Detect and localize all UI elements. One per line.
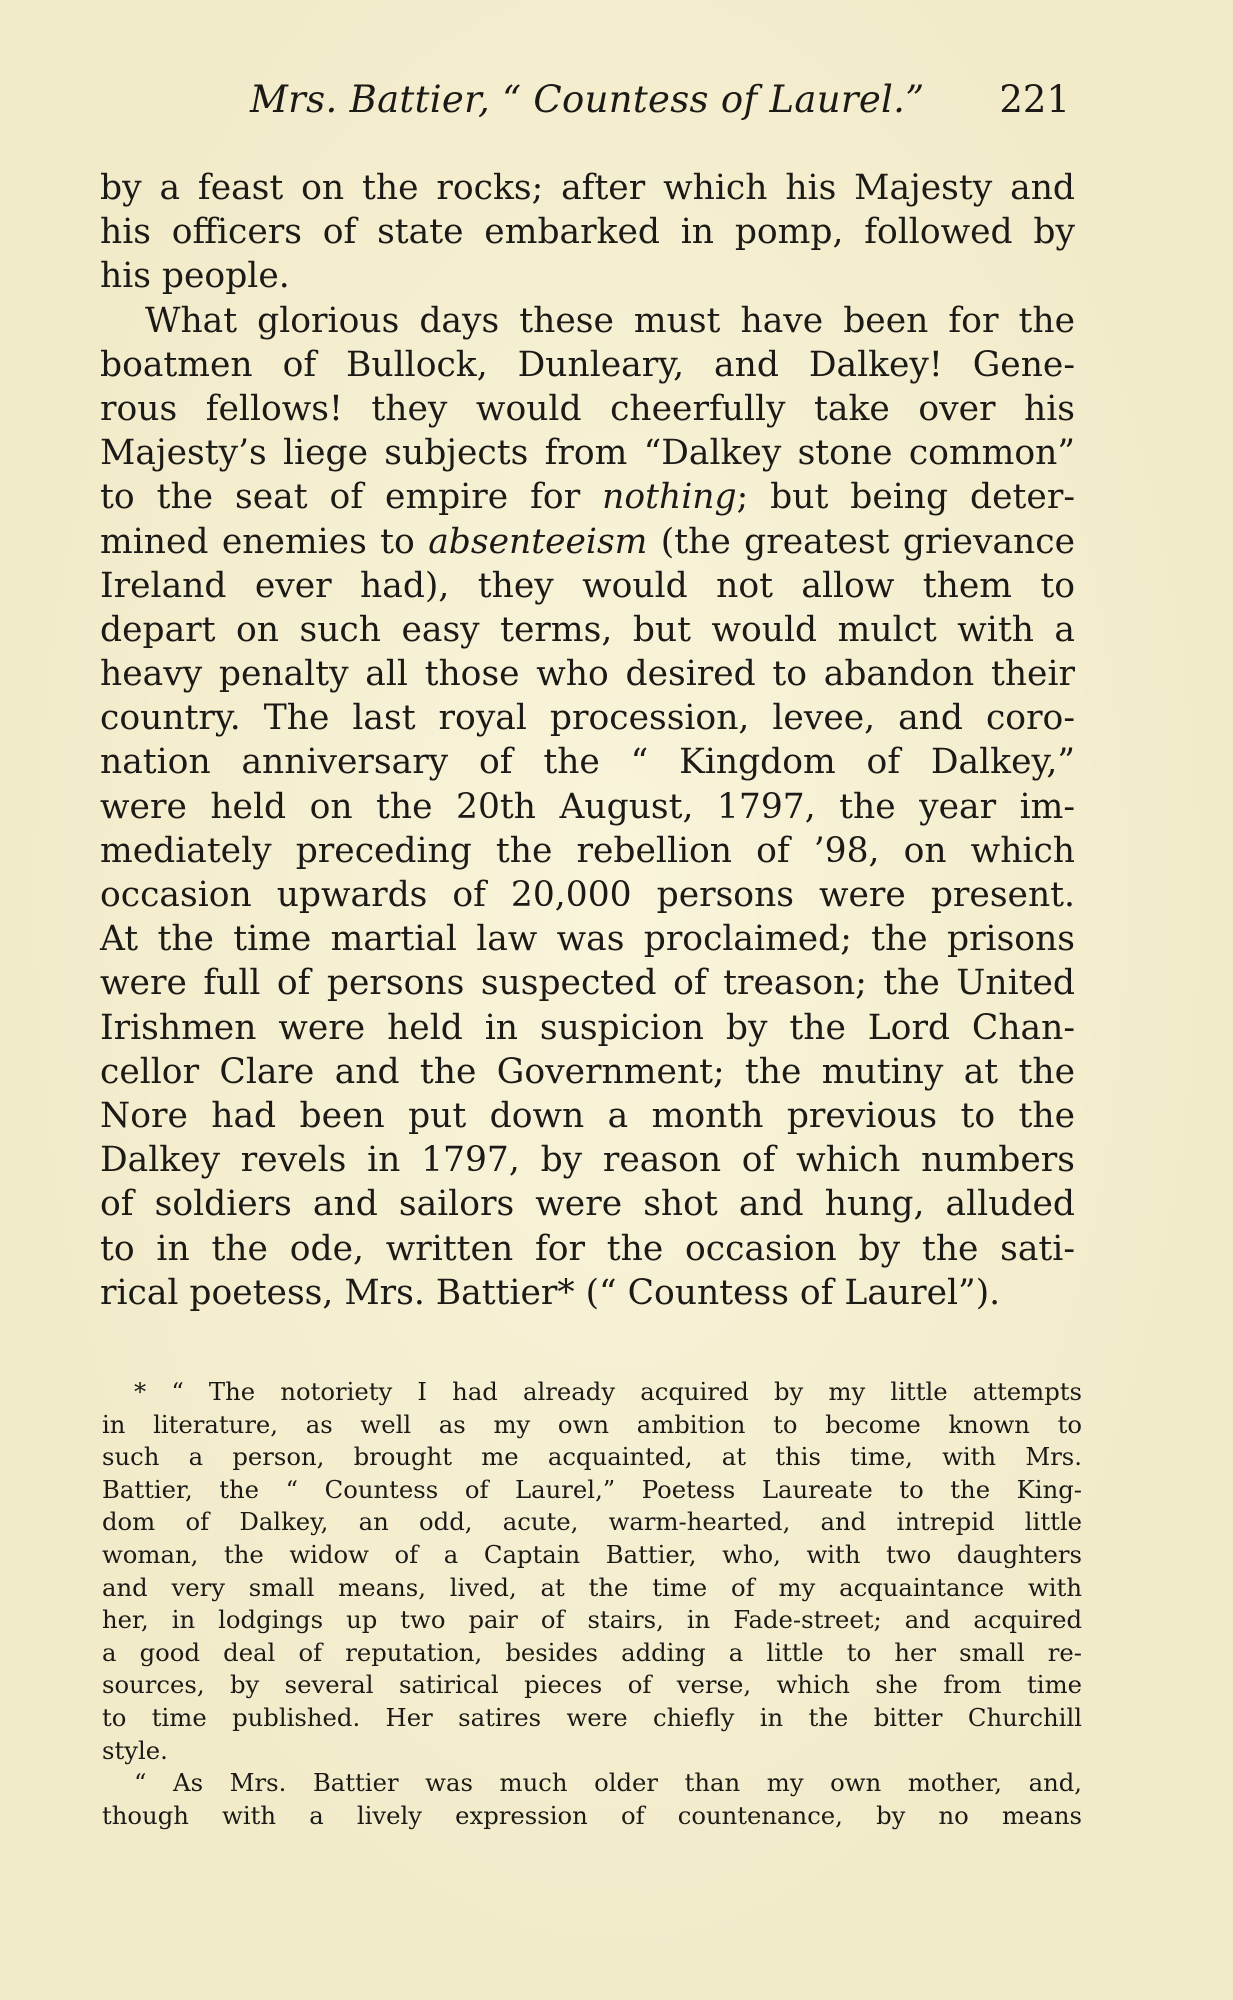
footnote-line: “ As Mrs. Battier was much older than my own mother, and, xyxy=(134,1768,1082,1798)
footnote-line: * “ The notoriety I had already acquired by my little attempts xyxy=(134,1377,1082,1406)
text-line: country. The last royal procession, levee, and coro- xyxy=(100,698,1075,739)
text-line: rical poetess, Mrs. Battier* (“ Countess of Laurel”). xyxy=(100,1272,1001,1313)
footnote-line: to time published. Her satires were chiefly in the bitter Churchill xyxy=(102,1702,1082,1732)
text-line: Irishmen were held in suspicion by the Lord Chan- xyxy=(100,1007,1075,1048)
text-line: were full of persons suspected of treason; the United xyxy=(100,963,1075,1004)
text-line: heavy penalty all those who desired to abandon their xyxy=(100,654,1075,695)
text-line: of soldiers and sailors were shot and hung, alluded xyxy=(100,1184,1075,1225)
page-number: 221 xyxy=(999,78,1070,121)
text-line: mined enemies to absenteeism (the greatest grievance xyxy=(100,521,1075,562)
footnote-line: dom of Dalkey, an odd, acute, warm-hearted, and intrepid little xyxy=(102,1507,1082,1537)
footnote-line: Battier, the “ Countess of Laurel,” Poetess Laureate to the King- xyxy=(102,1474,1082,1504)
text-line: Majesty’s liege subjects from “Dalkey stone common” xyxy=(100,433,1075,474)
footnote xyxy=(102,1376,1082,1832)
text-line: were held on the 20th August, 1797, the year im- xyxy=(100,786,1075,827)
footnote-line: though with a lively expression of countenance, by no means xyxy=(102,1800,1082,1830)
text-line: Nore had been put down a month previous to the xyxy=(100,1095,1075,1136)
text-line: mediately preceding the rebellion of ’98, on which xyxy=(100,830,1075,871)
text-line: Ireland ever had), they would not allow them to xyxy=(100,565,1075,606)
running-title: Mrs. Battier, “ Countess of Laurel.” xyxy=(250,78,925,121)
running-head xyxy=(100,78,1070,128)
text-line: At the time martial law was proclaimed; the prisons xyxy=(100,919,1075,960)
text-line: depart on such easy terms, but would mulct with a xyxy=(100,609,1075,650)
text-line: boatmen of Bullock, Dunleary, and Dalkey! Gene- xyxy=(100,344,1075,385)
text-line: his people. xyxy=(100,256,290,297)
body-text xyxy=(100,166,1075,1315)
footnote-line: and very small means, lived, at the time of my acquaintance with xyxy=(102,1572,1082,1602)
footnote-line: sources, by several satirical pieces of verse, which she from time xyxy=(102,1670,1082,1700)
text-line: to in the ode, written for the occasion by the sati- xyxy=(100,1228,1075,1269)
text-line: Dalkey revels in 1797, by reason of which numbers xyxy=(100,1140,1075,1181)
text-line: occasion upwards of 20,000 persons were present. xyxy=(100,875,1075,915)
footnote-line: in literature, as well as my own ambition to become known to xyxy=(102,1409,1082,1439)
text-line: cellor Clare and the Government; the mutiny at the xyxy=(100,1051,1075,1092)
footnote-line: such a person, brought me acquainted, at this time, with Mrs. xyxy=(102,1442,1082,1472)
text-line: his officers of state embarked in pomp, followed by xyxy=(100,212,1075,253)
footnote-line: style. xyxy=(102,1735,168,1765)
text-line: to the seat of empire for nothing; but being deter- xyxy=(100,477,1075,518)
footnote-line: her, in lodgings up two pair of stairs, in Fade-street; and acquired xyxy=(102,1605,1082,1635)
text-line: by a feast on the rocks; after which his Majesty and xyxy=(100,168,1075,208)
text-line: nation anniversary of the “ Kingdom of Dalkey,” xyxy=(100,742,1075,783)
footnote-line: woman, the widow of a Captain Battier, who, with two daughters xyxy=(102,1539,1082,1569)
text-line: What glorious days these must have been for the xyxy=(145,300,1075,341)
text-line: rous fellows! they would cheerfully take over his xyxy=(100,388,1075,429)
footnote-line: a good deal of reputation, besides adding a little to her small re- xyxy=(102,1637,1082,1667)
